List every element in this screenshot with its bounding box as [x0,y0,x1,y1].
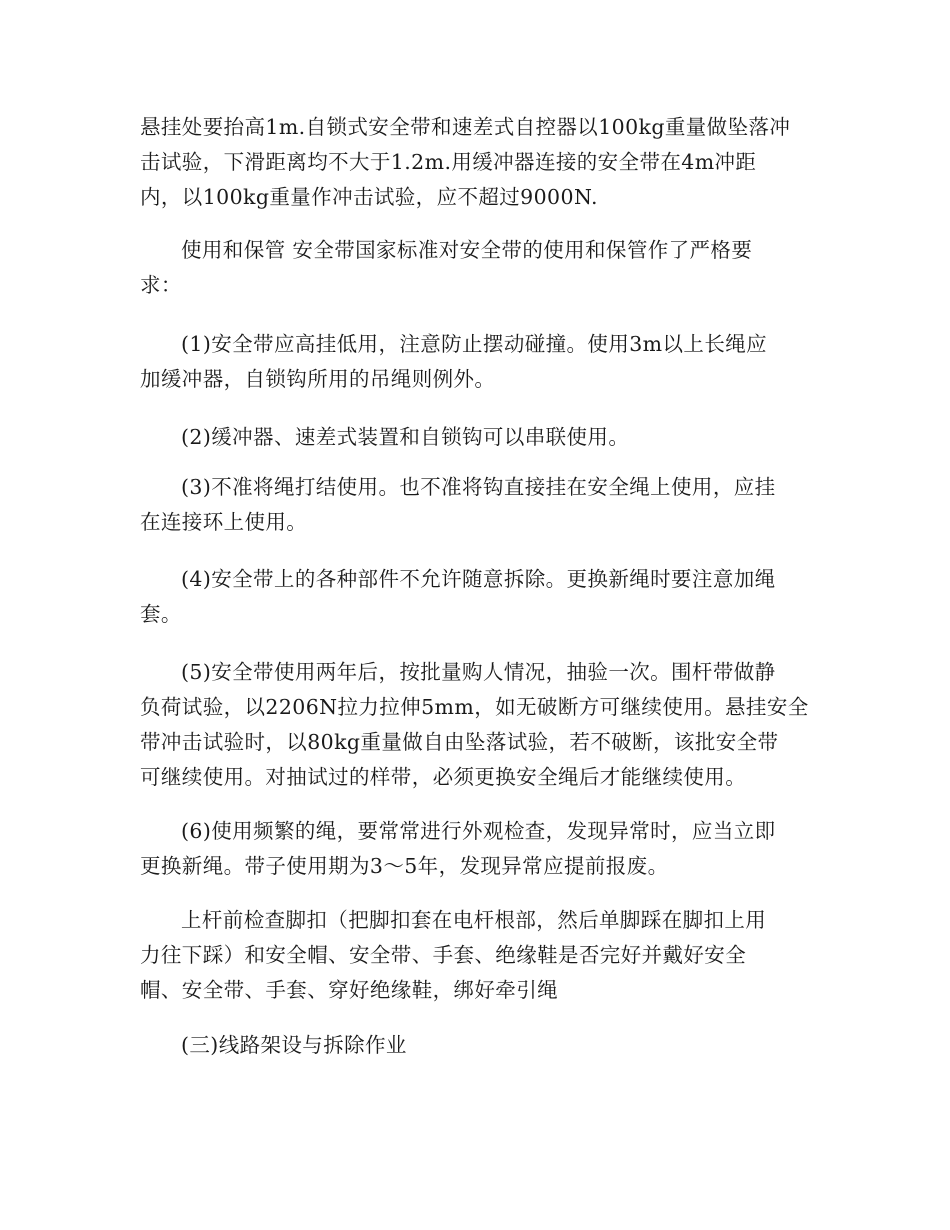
paragraph-rule-3 [140,470,810,540]
paragraph-rule-4 [140,562,810,632]
paragraph-use-and-storage [140,233,810,303]
paragraph-pole-climbing-check [140,903,810,1008]
text-line: 击试验，下滑距离均不大于1.2m.用缓冲器连接的安全带在4m冲距 [140,150,757,174]
text-line: (1)安全带应高挂低用，注意防止摆动碰撞。使用3m以上长绳应 [181,332,768,356]
text-line: (5)安全带使用两年后，按批量购人情况，抽验一次。围杆带做静 [181,660,776,684]
text-line: 套。 [140,602,182,626]
text-line: 上杆前检查脚扣（把脚扣套在电杆根部，然后单脚踩在脚扣上用 [181,908,767,932]
paragraph-rule-2 [140,420,810,455]
text-line: 力往下踩）和安全帽、安全带、手套、绝缘鞋是否完好并戴好安全 [140,943,747,967]
text-line: (2)缓冲器、速差式装置和自锁钩可以串联使用。 [181,425,630,449]
text-line: (4)安全带上的各种部件不允许随意拆除。更换新绳时要注意加绳 [181,567,776,591]
text-line: 求： [140,273,182,297]
paragraph-rule-5 [140,655,810,795]
paragraph-rule-6 [140,814,810,884]
text-line: 更换新绳。带子使用期为3～5年，发现异常应提前报废。 [140,854,669,878]
text-line: 在连接环上使用。 [140,510,308,534]
text-line: 内，以100kg重量作冲击试验，应不超过9000N. [140,185,598,209]
text-line: 带冲击试验时，以80kg重量做自由坠落试验，若不破断，该批安全带 [140,730,779,754]
text-line: 加缓冲器，自锁钩所用的吊绳则例外。 [140,367,496,391]
text-line: 使用和保管 安全带国家标准对安全带的使用和保管作了严格要 [181,238,753,262]
text-line: 负荷试验，以2206N拉力拉伸5mm，如无破断方可继续使用。悬挂安全 [140,695,809,719]
text-line: (3)不准将绳打结使用。也不准将钩直接挂在安全绳上使用，应挂 [181,475,776,499]
paragraph-rule-1 [140,327,810,397]
text-line: 悬挂处要抬高1m.自锁式安全带和速差式自控器以100kg重量做坠落冲 [140,115,791,139]
text-line: 可继续使用。对抽试过的样带，必须更换安全绳后才能继续使用。 [140,765,747,789]
text-line: (三)线路架设与拆除作业 [181,1033,407,1057]
text-line: (6)使用频繁的绳，要常常进行外观检查，发现异常时，应当立即 [181,819,776,843]
section-heading-line-erection [140,1028,810,1063]
paragraph-fall-test [140,110,810,215]
text-line: 帽、安全带、手套、穿好绝缘鞋，绑好牵引绳 [140,978,558,1002]
